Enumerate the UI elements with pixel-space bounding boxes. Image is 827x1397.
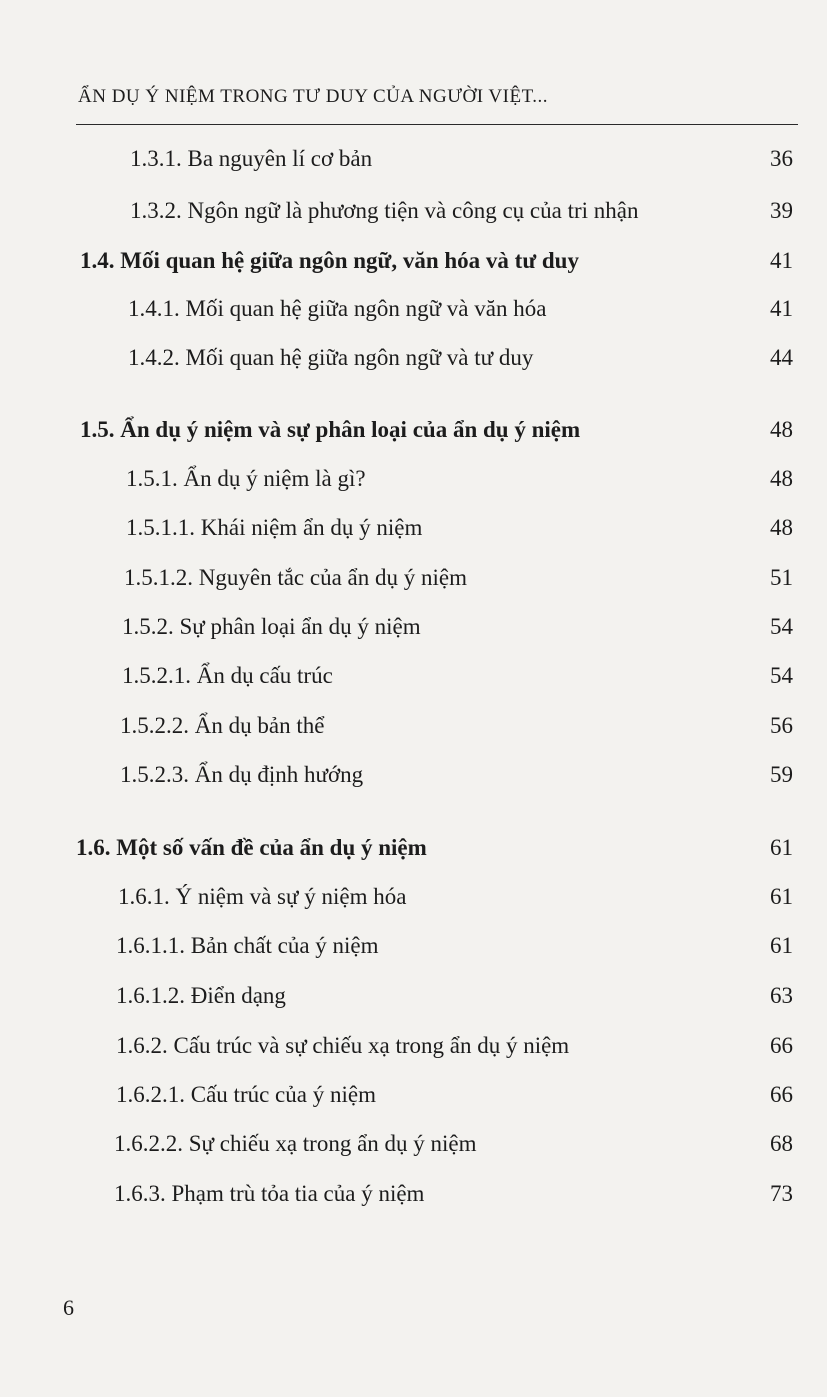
toc-entry [0,1131,827,1165]
toc-entry-page: 61 [770,884,793,909]
toc-entry-title: 1.6.2.2. Sự chiếu xạ trong ẩn dụ ý niệm [114,1131,477,1156]
toc-entry-page: 54 [770,663,793,688]
toc-entry [0,565,827,599]
toc-entry-title: 1.6.3. Phạm trù tỏa tia của ý niệm [114,1181,425,1206]
toc-entry-title: 1.5.2.1. Ẩn dụ cấu trúc [122,663,333,688]
toc-entry-page: 73 [770,1181,793,1206]
toc-entry [0,248,827,282]
toc-entry [0,713,827,747]
header-rule [76,124,798,125]
toc-entry [0,515,827,549]
toc-entry [0,296,827,330]
toc-entry-page: 61 [770,835,793,860]
toc-entry-page: 59 [770,762,793,787]
toc-entry-title: 1.4. Mối quan hệ giữa ngôn ngữ, văn hóa và tư duy [80,248,579,273]
toc-entry-page: 48 [770,515,793,540]
toc-entry-page: 39 [770,198,793,223]
toc-entry [0,146,827,180]
toc-entry-page: 41 [770,248,793,273]
toc-entry-page: 48 [770,417,793,442]
toc-entry [0,1181,827,1215]
toc-entry [0,466,827,500]
toc-entry-page: 54 [770,614,793,639]
toc-entry-page: 44 [770,345,793,370]
toc-entry [0,1033,827,1067]
toc-entry-page: 63 [770,983,793,1008]
toc-entry [0,1082,827,1116]
toc-entry [0,762,827,796]
toc-entry-title: 1.4.1. Mối quan hệ giữa ngôn ngữ và văn hóa [128,296,547,321]
toc-entry [0,345,827,379]
toc-entry-title: 1.5.2.3. Ẩn dụ định hướng [120,762,364,787]
toc-entry-page: 68 [770,1131,793,1156]
toc-entry [0,983,827,1017]
toc-entry [0,614,827,648]
toc-entry-title: 1.6.1.2. Điển dạng [116,983,286,1008]
toc-entry-page: 56 [770,713,793,738]
toc-entry-page: 51 [770,565,793,590]
toc-entry [0,417,827,451]
toc-entry [0,198,827,232]
toc-entry-title: 1.6. Một số vấn đề của ẩn dụ ý niệm [76,835,427,860]
toc-entry-title: 1.6.2. Cấu trúc và sự chiếu xạ trong ẩn dụ ý niệm [116,1033,570,1058]
toc-entry-page: 61 [770,933,793,958]
toc-entry-title: 1.5.1.1. Khái niệm ẩn dụ ý niệm [126,515,423,540]
toc-entry-page: 36 [770,146,793,171]
toc-entry-page: 48 [770,466,793,491]
toc-entry-title: 1.3.1. Ba nguyên lí cơ bản [130,146,373,171]
page-number: 6 [63,1295,74,1320]
toc-entry-title: 1.3.2. Ngôn ngữ là phương tiện và công cụ của tri nhận [130,198,639,223]
toc-entry-page: 66 [770,1082,793,1107]
toc-entry-title: 1.6.1. Ý niệm và sự ý niệm hóa [118,884,407,909]
toc-entry-title: 1.4.2. Mối quan hệ giữa ngôn ngữ và tư duy [128,345,534,370]
toc-entry [0,933,827,967]
toc-entry [0,835,827,869]
toc-entry [0,884,827,918]
toc-entry-page: 66 [770,1033,793,1058]
toc-entry [0,663,827,697]
toc-entry-title: 1.5.2.2. Ẩn dụ bản thể [120,713,325,738]
toc-entry-title: 1.5.1.2. Nguyên tắc của ẩn dụ ý niệm [124,565,467,590]
running-head: ẨN DỤ Ý NIỆM TRONG TƯ DUY CỦA NGƯỜI VIỆT... [78,86,549,107]
toc-entry-title: 1.5.1. Ẩn dụ ý niệm là gì? [126,466,366,491]
toc-entry-title: 1.6.1.1. Bản chất của ý niệm [116,933,379,958]
toc-entry-title: 1.5.2. Sự phân loại ẩn dụ ý niệm [122,614,421,639]
toc-entry-title: 1.6.2.1. Cấu trúc của ý niệm [116,1082,376,1107]
toc-entry-page: 41 [770,296,793,321]
toc-entry-title: 1.5. Ẩn dụ ý niệm và sự phân loại của ẩn dụ ý niệm [80,417,581,442]
